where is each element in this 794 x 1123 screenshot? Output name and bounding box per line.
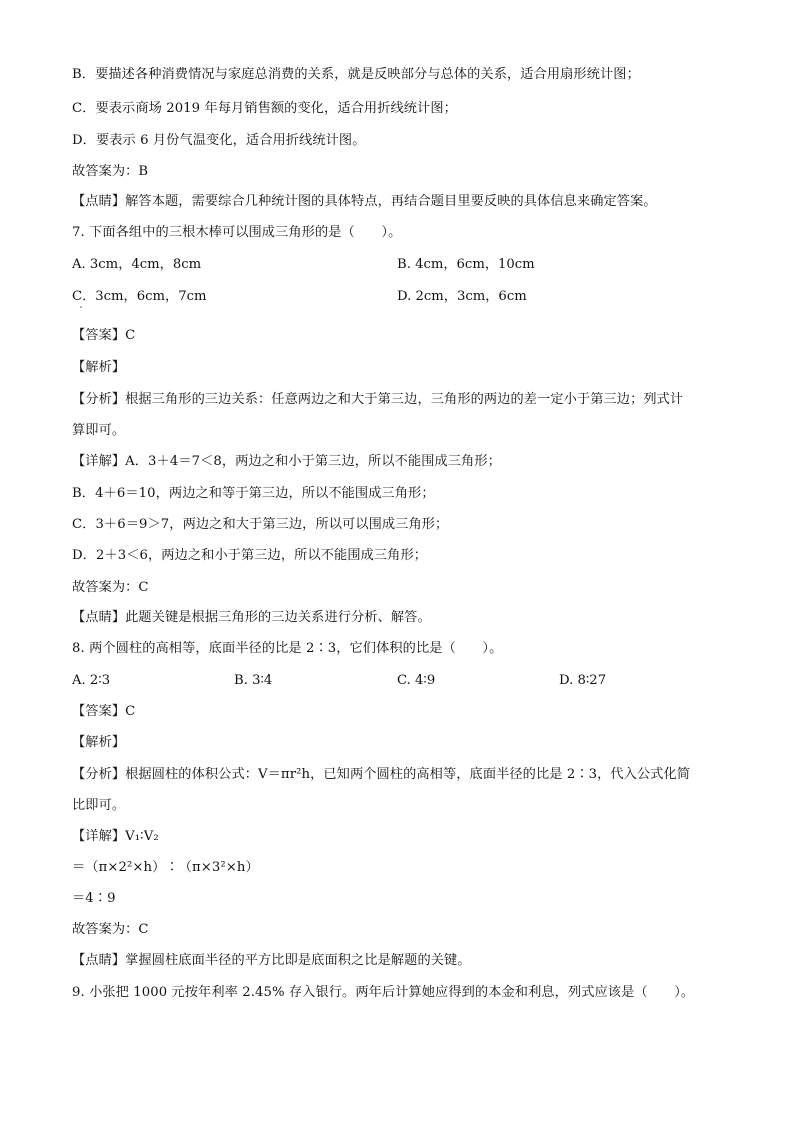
q8-comment: 【点睛】掌握圆柱底面半径的平方比即是底面积之比是解题的关键。: [72, 953, 471, 968]
question-7-stem: 7. 下面各组中的三根木棒可以围成三角形的是（ ）。: [72, 225, 402, 240]
analysis-c-line: C．要表示商场 2019 年每月销售额的变化，适合用折线统计图；: [72, 101, 457, 116]
question-9-stem: 9. 小张把 1000 元按年利率 2.45% 存入银行。两年后计算她应得到的本金和利息，列式应该是（ ）。: [72, 985, 695, 1000]
q8-option-a: A. 2∶3: [72, 673, 111, 688]
q7-analysis-line-2: 算即可。: [72, 423, 126, 438]
q8-answer-tag: 【答案】C: [72, 704, 136, 719]
q7-detail-b: B．4＋6＝10，两边之和等于第三边，所以不能围成三角形；: [72, 486, 435, 501]
q8-analysis-line-2: 比即可。: [72, 798, 126, 813]
answer-line-q6: 故答案为：B: [72, 164, 149, 179]
q8-detail-line-2: ＝（π×2²×h）∶（π×3²×h）: [72, 860, 259, 875]
q8-detail-line-3: ＝4∶9: [72, 891, 116, 906]
q8-final-answer: 故答案为：C: [72, 922, 149, 937]
q8-option-c: C. 4∶9: [397, 673, 436, 688]
stray-dot: [80, 306, 82, 308]
q7-detail-d: D．2＋3＜6，两边之和小于第三边，所以不能围成三角形；: [72, 548, 428, 563]
q8-detail-line-1: 【详解】V₁∶V₂: [72, 829, 159, 844]
q8-explanation-tag: 【解析】: [72, 735, 126, 750]
q7-answer-tag: 【答案】C: [72, 328, 136, 343]
comment-line-q6: 【点睛】解答本题，需要综合几种统计图的具体特点，再结合题目里要反映的具体信息来确定答案。: [72, 194, 657, 209]
question-8-stem: 8. 两个圆柱的高相等，底面半径的比是 2∶3，它们体积的比是（ ）。: [72, 641, 503, 656]
q7-option-c: C．3cm，6cm，7cm: [72, 289, 207, 304]
q7-detail-a: 【详解】A．3＋4＝7＜8，两边之和小于第三边，所以不能围成三角形；: [72, 454, 501, 469]
q7-option-b: B. 4cm，6cm，10cm: [397, 257, 535, 272]
analysis-d-line: D．要表示 6 月份气温变化，适合用折线统计图。: [72, 133, 366, 148]
q7-option-d: D. 2cm，3cm，6cm: [397, 289, 527, 304]
q8-option-d: D. 8∶27: [559, 673, 607, 688]
q7-final-answer: 故答案为：C: [72, 580, 149, 595]
q7-explanation-tag: 【解析】: [72, 360, 126, 375]
q8-analysis-line-1: 【分析】根据圆柱的体积公式：V＝πr²h，已知两个圆柱的高相等，底面半径的比是 2∶3，代入公式化简: [72, 767, 691, 782]
q7-analysis-line-1: 【分析】根据三角形的三边关系：任意两边之和大于第三边，三角形的两边的差一定小于第三边；列式计: [72, 392, 684, 407]
analysis-b-line: B．要描述各种消费情况与家庭总消费的关系，就是反映部分与总体的关系，适合用扇形统计图；: [72, 67, 640, 82]
q8-option-b: B. 3∶4: [234, 673, 273, 688]
q7-detail-c: C．3＋6＝9＞7，两边之和大于第三边，所以可以围成三角形；: [72, 517, 449, 532]
q7-option-a: A. 3cm，4cm，8cm: [72, 257, 202, 272]
q7-comment: 【点睛】此题关键是根据三角形的三边关系进行分析、解答。: [72, 610, 431, 625]
